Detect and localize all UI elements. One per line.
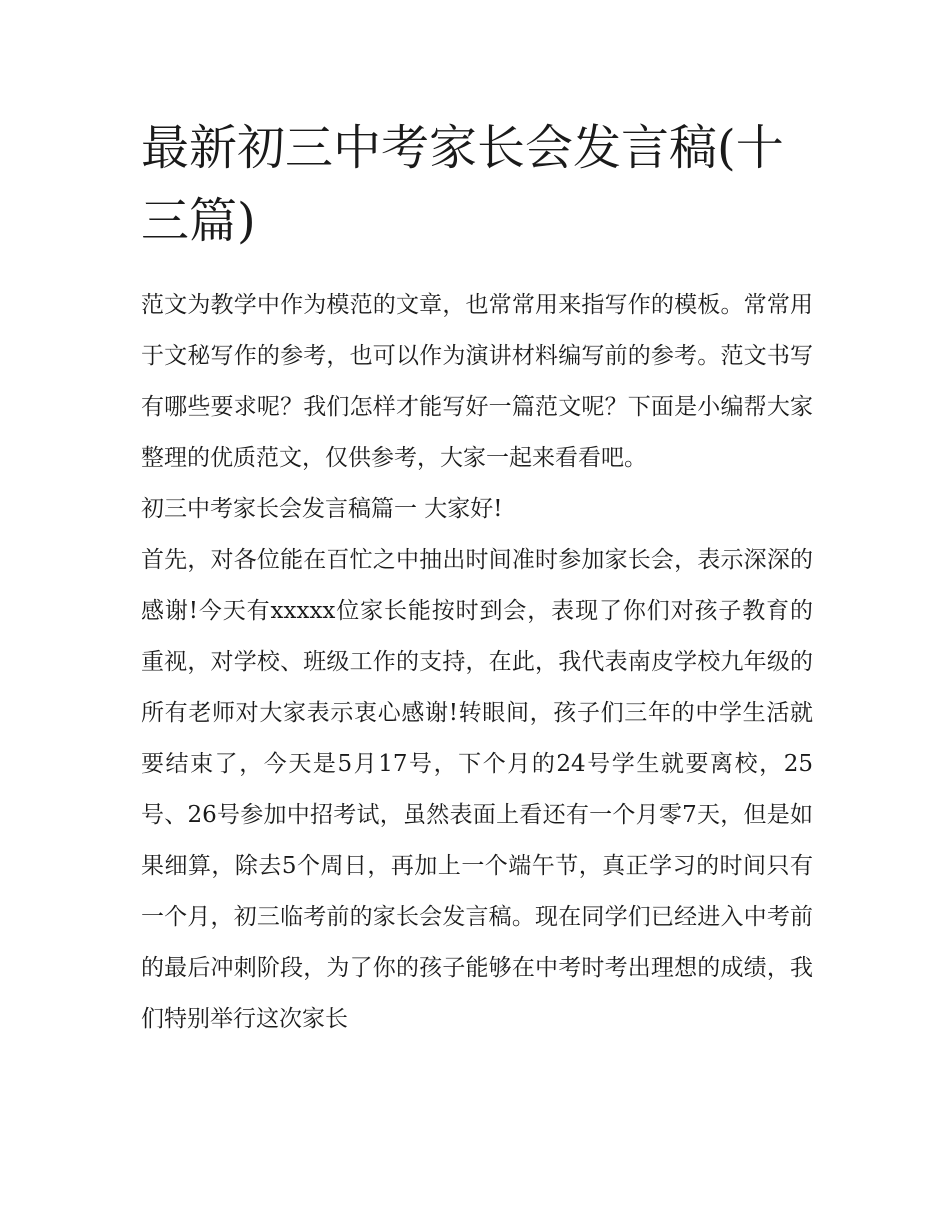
intro-paragraph: 范文为教学中作为模范的文章，也常常用来指写作的模板。常常用于文秘写作的参考，也可以作为演讲材料编写前的参考。范文书写有哪些要求呢？我们怎样才能写好一篇范文呢？下面是小编帮大家整理的优质范文，仅供参考，大家一起来看看吧。 <box>141 292 813 471</box>
section-heading: 初三中考家长会发言稿篇一 大家好! <box>141 496 503 522</box>
section-paragraph: 首先，对各位能在百忙之中抽出时间准时参加家长会，表示深深的感谢!今天有xxxxx位家长能按时到会，表现了你们对孩子教育的重视，对学校、班级工作的支持，在此，我代表南皮学校九年级的所有老师对大家表示衷心感谢!转眼间，孩子们三年的中学生活就要结束了，今天是5月17号，下个月的24号学生就要离校，25号、26号参加中招考试，虽然表面上看还有一个月零7天，但是如果细算，除去5个周日，再加上一个端午节，真正学习的时间只有一个月，初三临考前的家长会发言稿。现在同学们已经进入中考前的最后冲刺阶段，为了你的孩子能够在中考时考出理想的成绩，我们特别举行这次家长 <box>141 547 813 1032</box>
document-body <box>141 280 813 1045</box>
document-title: 最新初三中考家长会发言稿(十三篇) <box>141 120 784 249</box>
